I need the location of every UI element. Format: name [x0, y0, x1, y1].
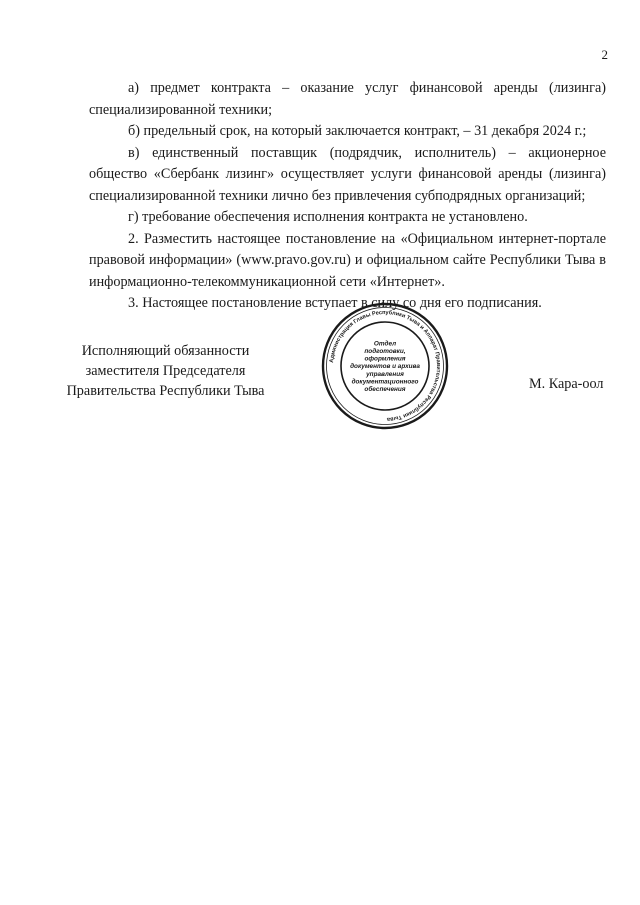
document-body — [89, 78, 606, 315]
seal-center-text — [350, 339, 420, 393]
seal-center-line: подготовки, — [364, 348, 406, 355]
seal-center-line: оформления — [364, 355, 406, 363]
paragraph-3: 3. Настоящее постановление вступает в силу со дня его подписания. — [128, 295, 542, 311]
official-seal-stamp — [321, 302, 449, 430]
clause-g: г) требование обеспечения исполнения контракта не установлено. — [128, 209, 528, 225]
seal-graphic — [321, 302, 449, 430]
signatory-title-line: заместителя Председателя — [85, 363, 246, 379]
seal-center-line: документационного — [351, 378, 419, 386]
signatory-title — [58, 341, 273, 401]
clause-b: б) предельный срок, на который заключается контракт, – 31 декабря 2024 г.; — [128, 123, 587, 139]
seal-center-line: документов и архива — [350, 363, 420, 371]
seal-center-line: обеспечения — [364, 386, 406, 393]
seal-center-line: Отдел — [373, 340, 397, 348]
clause-v: в) единственный поставщик (подрядчик, исполнитель) – акционерное общество «Сбербанк лизинг» осуществляет услуги финансовой аренды (лизинга) специализированной техники лично без привлечения субподрядных организаций; — [89, 144, 606, 204]
seal-center-line: управления — [366, 370, 404, 378]
clause-a: а) предмет контракта – оказание услуг финансовой аренды (лизинга) специализированной техники; — [89, 80, 606, 118]
signatory-title-line: Исполняющий обязанности — [81, 343, 250, 359]
signatory-title-line: Правительства Республики Тыва — [66, 383, 265, 399]
seal-ring-text: Администрация Главы Республики Тыва и Аппарат Правительства Республики Тыва — [329, 309, 442, 422]
signatory-name: М. Кара-оол — [529, 376, 604, 392]
paragraph-2: 2. Разместить настоящее постановление на «Официальном интернет-портале правовой информации» (www.pravo.gov.ru) и официальном сайте Республики Тыва в информационно-телекоммуникационной сети «Интернет». — [89, 230, 606, 290]
page-number: 2 — [601, 47, 608, 62]
